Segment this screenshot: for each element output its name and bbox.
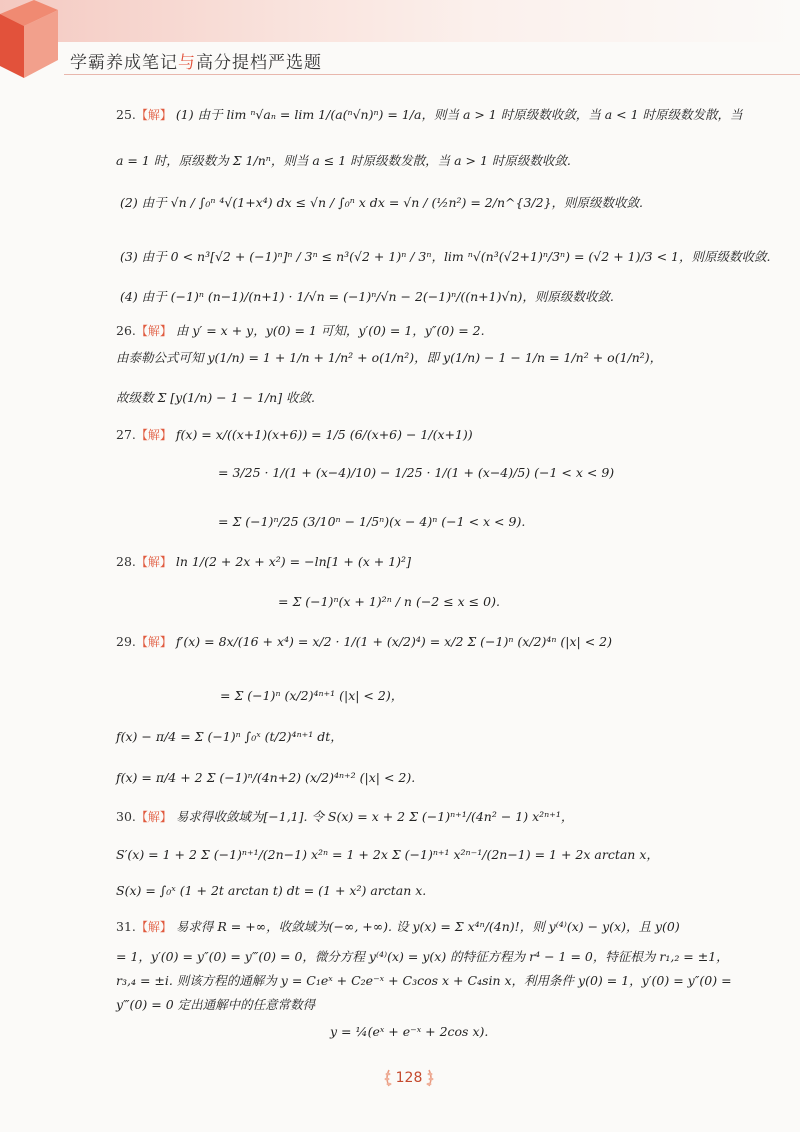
solution-29-line-3 [116, 731, 343, 744]
solution-text: S′(x) = 1 + 2 Σ (−1)ⁿ⁺¹/(2n−1) x²ⁿ = 1 + 2x Σ (−1)ⁿ⁺¹ x²ⁿ⁻¹/(2n−1) = 1 + 2x arctan x， [116, 847, 659, 862]
header-cube-icon [0, 0, 58, 78]
solution-25-part-2 [120, 197, 643, 210]
solution-text: (4) 由于 (−1)ⁿ (n−1)/(n+1) · 1/√n = (−1)ⁿ/√n − 2(−1)ⁿ/((n+1)√n)，则原级数收敛. [120, 289, 614, 304]
solution-26-line-3 [116, 392, 315, 405]
solution-28-line-2 [278, 596, 500, 609]
solution-text: 易求得收敛域为[−1,1]. 令 S(x) = x + 2 Σ (−1)ⁿ⁺¹/(4n² − 1) x²ⁿ⁺¹， [175, 809, 574, 824]
solution-text: f(x) − π/4 = Σ (−1)ⁿ ∫₀ˣ (t/2)⁴ⁿ⁺¹ dt， [116, 729, 343, 744]
solution-26-line-1 [116, 325, 485, 338]
solution-tag: 【解】 [135, 108, 172, 122]
solution-text: r₃,₄ = ±i. 则该方程的通解为 y = C₁eˣ + C₂e⁻ˣ + C₃cos x + C₄sin x，利用条件 y(0) = 1，y′(0) = y″(0) = [116, 973, 732, 988]
solution-25-part-3 [120, 251, 770, 264]
book-title-separator: 与 [178, 53, 196, 73]
solution-26-line-2 [116, 352, 662, 365]
solution-text: a = 1 时，原级数为 Σ 1/nⁿ，则当 a ≤ 1 时原级数发散，当 a > 1 时原级数收敛. [116, 153, 571, 168]
solution-text: = 3/25 · 1/(1 + (x−4)/10) − 1/25 · 1/(1 + (x−4)/5) (−1 < x < 9) [218, 465, 615, 480]
problem-number: 27. [116, 427, 136, 442]
solution-30-line-3 [116, 885, 426, 898]
solution-text: S(x) = ∫₀ˣ (1 + 2t arctan t) dt = (1 + x²) arctan x. [116, 883, 427, 898]
solution-25-line-2 [116, 155, 571, 168]
solution-31-line-5 [330, 1026, 488, 1039]
solution-31-line-1 [116, 921, 680, 934]
solution-text: = Σ (−1)ⁿ (x/2)⁴ⁿ⁺¹ (|x| < 2)， [220, 688, 404, 703]
solution-text: y‴(0) = 0 定出通解中的任意常数得 [116, 997, 316, 1012]
solution-text: = 1，y′(0) = y″(0) = y‴(0) = 0，微分方程 y⁽⁴⁾(x) = y(x) 的特征方程为 r⁴ − 1 = 0，特征根为 r₁,₂ = ±1， [116, 949, 729, 964]
problem-number: 28. [116, 554, 136, 569]
solution-27-line-3 [218, 516, 525, 529]
solution-text: ln 1/(2 + 2x + x²) = −ln[1 + (x + 1)²] [175, 554, 411, 569]
header-rule [64, 74, 800, 75]
solution-text: f(x) = π/4 + 2 Σ (−1)ⁿ/(4n+2) (x/2)⁴ⁿ⁺² (|x| < 2). [116, 770, 416, 785]
solution-text: 由 y′ = x + y，y(0) = 1 可知，y′(0) = 1，y″(0) = 2. [175, 323, 485, 338]
solution-30-line-2 [116, 849, 659, 862]
solution-tag: 【解】 [135, 324, 172, 338]
solution-29-line-2 [220, 690, 403, 703]
solution-25-line-1 [116, 109, 743, 122]
solution-tag: 【解】 [135, 555, 172, 569]
problem-number: 26. [116, 323, 136, 338]
book-title [70, 48, 322, 73]
page-number: 128 [395, 1070, 423, 1086]
solution-28-line-1 [116, 556, 411, 569]
problem-number: 25. [116, 107, 136, 122]
solution-31-line-4 [116, 999, 315, 1012]
solution-text: y = ¼(eˣ + e⁻ˣ + 2cos x). [330, 1024, 489, 1039]
problem-number: 29. [116, 634, 136, 649]
solution-text: (1) 由于 lim ⁿ√aₙ = lim 1/(a(ⁿ√n)ⁿ) = 1/a，则当 a > 1 时原级数收敛，当 a < 1 时原级数发散，当 [175, 107, 743, 122]
solution-text: 故级数 Σ [y(1/n) − 1 − 1/n] 收敛. [116, 390, 316, 405]
solution-tag: 【解】 [135, 428, 172, 442]
problem-number: 30. [116, 809, 136, 824]
solution-text: f′(x) = 8x/(16 + x⁴) = x/2 · 1/(1 + (x/2)⁴) = x/2 Σ (−1)ⁿ (x/2)⁴ⁿ (|x| < 2) [175, 634, 613, 649]
solution-31-line-3 [116, 975, 732, 988]
header-band [0, 0, 800, 42]
solution-tag: 【解】 [135, 920, 172, 934]
page-number-badge [383, 1066, 435, 1090]
solution-27-line-1 [116, 429, 473, 442]
solution-29-line-1 [116, 636, 612, 649]
solution-31-line-2 [116, 951, 729, 964]
solution-27-line-2 [218, 467, 614, 480]
solution-text: (3) 由于 0 < n³[√2 + (−1)ⁿ]ⁿ / 3ⁿ ≤ n³(√2 + 1)ⁿ / 3ⁿ，lim ⁿ√(n³(√2+1)ⁿ/3ⁿ) = (√2 + 1)/3 < 1，则原级数收敛. [120, 249, 771, 264]
solution-text: = Σ (−1)ⁿ(x + 1)²ⁿ / n (−2 ≤ x ≤ 0). [278, 594, 500, 609]
solution-text: = Σ (−1)ⁿ/25 (3/10ⁿ − 1/5ⁿ)(x − 4)ⁿ (−1 < x < 9). [218, 514, 526, 529]
solution-text: (2) 由于 √n / ∫₀ⁿ ⁴√(1+x⁴) dx ≤ √n / ∫₀ⁿ x dx = √n / (½n²) = 2/n^{3/2}，则原级数收敛. [120, 195, 643, 210]
solution-tag: 【解】 [135, 635, 172, 649]
book-title-part-a: 学霸养成笔记 [70, 53, 178, 73]
solution-29-line-4 [116, 772, 415, 785]
solution-text: f(x) = x/((x+1)(x+6)) = 1/5 (6/(x+6) − 1/(x+1)) [175, 427, 473, 442]
solution-25-part-4 [120, 291, 614, 304]
solution-30-line-1 [116, 811, 573, 824]
problem-number: 31. [116, 919, 136, 934]
solution-text: 易求得 R = +∞，收敛域为(−∞, +∞). 设 y(x) = Σ x⁴ⁿ/(4n)!，则 y⁽⁴⁾(x) − y(x)，且 y(0) [175, 919, 680, 934]
solution-tag: 【解】 [135, 810, 172, 824]
book-title-part-b: 高分提档严选题 [196, 53, 322, 73]
solution-text: 由泰勒公式可知 y(1/n) = 1 + 1/n + 1/n² + o(1/n²)，即 y(1/n) − 1 − 1/n = 1/n² + o(1/n²)， [116, 350, 663, 365]
